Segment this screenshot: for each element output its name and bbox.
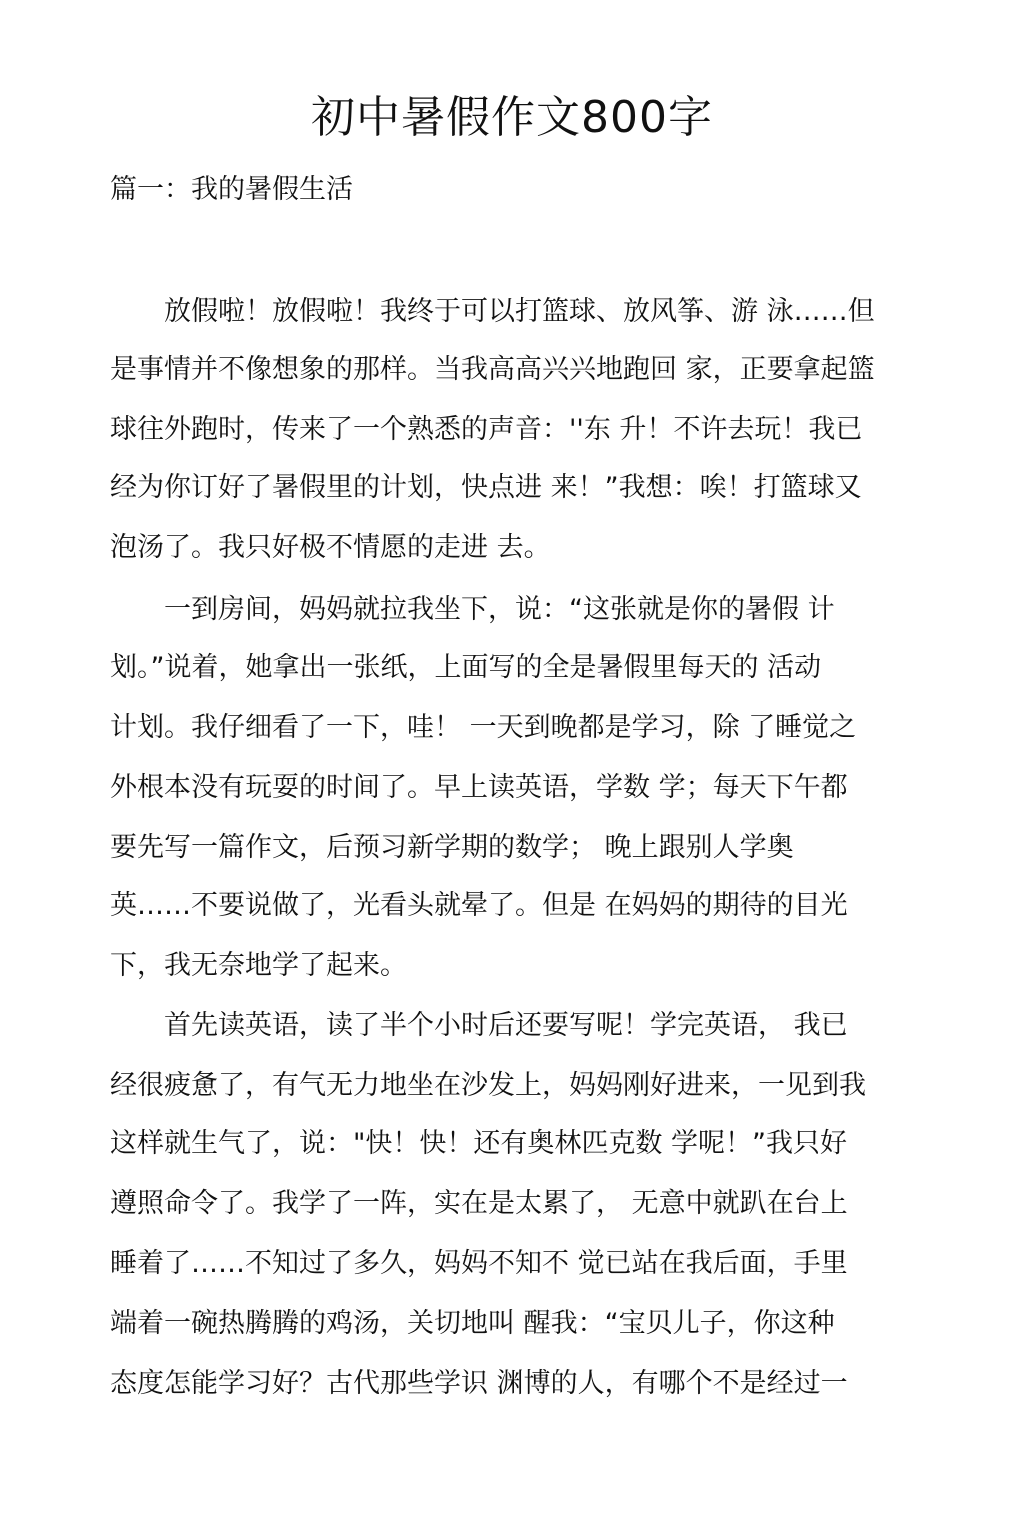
- text-line: 经很疲惫了，有气无力地坐在沙发上，妈妈刚好进来，一见到我: [110, 1070, 866, 1101]
- text-line: 泡汤了。我只好极不情愿的走进 去。: [110, 532, 551, 563]
- text-line: 放假啦！放假啦！我终于可以打篮球、放风筝、游 泳……但: [110, 296, 875, 327]
- text-line: 下，我无奈地学了起来。: [110, 950, 407, 981]
- text-line: 这样就生气了，说："快！快！还有奥林匹克数 学呢！”我只好: [110, 1128, 847, 1159]
- text-line: 首先读英语，读了半个小时后还要写呢！学完英语， 我已: [110, 1010, 848, 1041]
- text-line: 端着一碗热腾腾的鸡汤，关切地叫 醒我：“宝贝儿子，你这种: [110, 1308, 835, 1339]
- text-line: 态度怎能学习好？古代那些学识 渊博的人，有哪个不是经过一: [110, 1368, 848, 1399]
- document-title: 初中暑假作文800字: [311, 92, 713, 143]
- text-line: 球往外跑时，传来了一个熟悉的声音：''东 升！不许去玩！我已: [110, 414, 863, 445]
- section-heading: 篇一：我的暑假生活: [110, 174, 353, 205]
- text-line: 遵照命令了。我学了一阵，实在是太累了， 无意中就趴在台上: [110, 1188, 848, 1219]
- text-line: 是事情并不像想象的那样。当我高高兴兴地跑回 家，正要拿起篮: [110, 354, 875, 385]
- text-line: 一到房间，妈妈就拉我坐下，说：“这张就是你的暑假 计: [110, 594, 835, 625]
- text-line: 外根本没有玩耍的时间了。早上读英语，学数 学；每天下午都: [110, 772, 848, 803]
- text-line: 划。”说着，她拿出一张纸，上面写的全是暑假里每天的 活动: [110, 652, 822, 683]
- text-line: 睡着了……不知过了多久，妈妈不知不 觉已站在我后面，手里: [110, 1248, 848, 1279]
- text-line: 要先写一篇作文，后预习新学期的数学； 晚上跟别人学奥: [110, 832, 794, 863]
- text-line: 计划。我仔细看了一下，哇！ 一天到晚都是学习，除 了睡觉之: [110, 712, 857, 743]
- text-line: 英……不要说做了，光看头就晕了。但是 在妈妈的期待的目光: [110, 890, 848, 921]
- text-line: 经为你订好了暑假里的计划，快点进 来！”我想：唉！打篮球又: [110, 472, 862, 503]
